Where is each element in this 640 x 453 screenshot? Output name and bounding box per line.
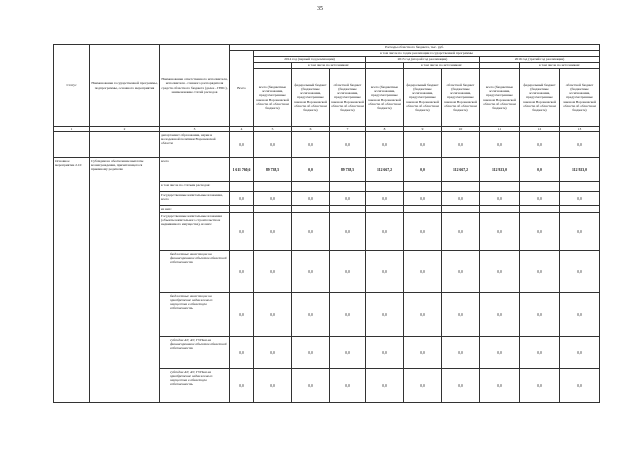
header-including-2016: в том числе по источникам: [520,63,600,69]
header-years-title: в том числе по годам реализации государственной программы [254,51,600,57]
value-cell: 0,0 [480,213,520,251]
name-cell: Субсидии на обеспечение выплаты вознаграждения, причитающегося приемному родителю [90,158,160,403]
value-cell: 0,0 [480,251,520,293]
value-cell: 0,0 [366,369,404,403]
value-cell: 0,0 [442,337,480,369]
header-status: Статус [54,45,90,127]
value-cell: 0,0 [254,369,292,403]
value-cell: 0,0 [520,337,560,369]
value-cell: 0,0 [230,192,254,206]
executor-cell: бюджетные инвестиции на приобретение недвижимого имущества в областную собственность [160,293,230,337]
value-cell: 0,0 [230,337,254,369]
value-cell: 0,0 [404,369,442,403]
column-number: 5 [254,127,292,132]
value-cell: 0,0 [404,251,442,293]
table-row [54,158,600,182]
header-src-federal-2016: федеральный бюджет (бюджетные ассигнования, предусмотренные законом Воронежской области об областном бюджете) [520,69,560,127]
header-src-federal-2014: федеральный бюджет (бюджетные ассигнования, предусмотренные законом Воронежской области об областном бюджете) [292,69,330,127]
value-cell: 0,0 [292,158,330,182]
header-src-total-2016: всего (бюджетные ассигнования, предусмотренные законом Воронежской области об областном бюджете) [480,69,520,127]
executor-cell: Государственные капитальные вложения (объекты капитального строительства и недвижимого имущества), из них: [160,213,230,251]
column-number: 6 [292,127,330,132]
value-cell: 0,0 [254,213,292,251]
value-cell: 0,0 [442,192,480,206]
executor-cell: в том числе по статьям расходов: [160,182,230,192]
value-cell: 0,0 [366,337,404,369]
executor-cell: бюджетные инвестиции на финансирование объектов областной собственности [160,251,230,293]
header-including-2015: в том числе по источникам: [404,63,480,69]
value-cell: 0,0 [366,192,404,206]
value-cell: 0,0 [254,251,292,293]
value-cell: 0,0 [366,293,404,337]
value-cell: 0,0 [404,132,442,158]
value-cell: 0,0 [330,132,366,158]
value-cell: 0,0 [254,192,292,206]
column-number: 4 [230,127,254,132]
value-cell: 0,0 [520,369,560,403]
column-number: 1 [54,127,90,132]
value-cell: 0,0 [404,213,442,251]
budget-table [53,44,600,403]
value-cell: 0,0 [292,192,330,206]
executor-cell: департамент образования, науки и молодежной политики Воронежской области [160,132,230,158]
header-src-regional-2014: областной бюджет (бюджетные ассигнования, предусмотренные законом Воронежской области об областном бюджете) [330,69,366,127]
value-cell: 0,0 [560,132,600,158]
header-expenses-title: Расходы областного бюджета, тыс. руб. [230,45,600,51]
value-cell: 0,0 [366,251,404,293]
value-cell: 0,0 [480,337,520,369]
value-cell: 0,0 [442,293,480,337]
header-executor: Наименование ответственного исполнителя, исполнителя - главного распорядителя средств областного бюджета (далее - ГРБС), наименование статей расходов [160,45,230,127]
value-cell: 0,0 [292,251,330,293]
column-number: 13 [560,127,600,132]
executor-cell: Государственные капитальные вложения, всего [160,192,230,206]
value-cell: 1 611 760,6 [230,158,254,182]
value-cell: 0,0 [330,337,366,369]
page-number: 35 [317,6,323,12]
value-cell: 0,0 [292,293,330,337]
header-year-2014: 2014 год (первый год реализации) [254,57,366,63]
executor-cell: всего [160,158,230,182]
value-cell: 0,0 [404,192,442,206]
header-total: Всего [230,51,254,127]
value-cell: 0,0 [366,132,404,158]
header-src-total-2014: всего (бюджетные ассигнования, предусмотренные законом Воронежской области об областном бюджете) [254,69,292,127]
header-year-2015: 2015 год (второй год реализации) [366,57,480,63]
value-cell: 0,0 [254,293,292,337]
value-cell: 0,0 [230,213,254,251]
value-cell: 112 923,0 [480,158,520,182]
value-cell: 0,0 [230,369,254,403]
value-cell: 0,0 [292,132,330,158]
value-cell: 0,0 [330,369,366,403]
value-cell: 0,0 [404,158,442,182]
header-src-federal-2015: федеральный бюджет (бюджетные ассигнования, предусмотренные законом Воронежской области об областном бюджете) [404,69,442,127]
value-cell: 0,0 [330,213,366,251]
value-cell: 89 738,5 [254,158,292,182]
value-cell: 0,0 [480,369,520,403]
value-cell: 0,0 [560,369,600,403]
executor-cell: субсидии АУ, АУ, ГУПам на финансирование объектов областной собственности [160,337,230,369]
value-cell: 0,0 [404,293,442,337]
value-cell: 0,0 [330,293,366,337]
value-cell: 0,0 [560,192,600,206]
value-cell: 0,0 [330,192,366,206]
value-cell: 0,0 [442,251,480,293]
value-cell: 0,0 [442,213,480,251]
value-cell: 0,0 [330,251,366,293]
value-cell: 112 923,0 [560,158,600,182]
value-cell: 0,0 [520,213,560,251]
value-cell: 0,0 [230,132,254,158]
value-cell: 0,0 [560,337,600,369]
value-cell: 112 667,2 [442,158,480,182]
value-cell: 0,0 [480,293,520,337]
value-cell: 0,0 [520,293,560,337]
value-cell: 0,0 [560,293,600,337]
value-cell: 0,0 [520,132,560,158]
column-number: 10 [442,127,480,132]
column-number: 11 [480,127,520,132]
column-number: 8 [366,127,404,132]
column-number: 12 [520,127,560,132]
column-number: 7 [330,127,366,132]
value-cell: 0,0 [520,251,560,293]
executor-cell: субсидии АУ, АУ, ГУПам на приобретение недвижимого имущества в областную собственность [160,369,230,403]
executor-cell: из них: [160,206,230,213]
column-number: 9 [404,127,442,132]
value-cell: 0,0 [520,192,560,206]
value-cell: 0,0 [560,213,600,251]
value-cell: 0,0 [230,293,254,337]
value-cell: 0,0 [292,337,330,369]
value-cell: 0,0 [404,337,442,369]
value-cell: 0,0 [366,213,404,251]
status-cell [54,132,90,158]
header-program-name: Наименование государственной программы, подпрограммы, основного мероприятия [90,45,160,127]
value-cell: 0,0 [442,369,480,403]
header-src-regional-2016: областной бюджет (бюджетные ассигнования, предусмотренные законом Воронежской области об областном бюджете) [560,69,600,127]
table-row [54,132,600,158]
name-cell [90,132,160,158]
header-year-2016: 2016 год (третий год реализации) [480,57,600,63]
value-cell: 112 667,2 [366,158,404,182]
value-cell: 0,0 [292,369,330,403]
value-cell: 0,0 [230,251,254,293]
value-cell: 0,0 [442,132,480,158]
header-src-total-2015: всего (бюджетные ассигнования, предусмотренные законом Воронежской области об областном бюджете) [366,69,404,127]
value-cell: 0,0 [480,132,520,158]
header-src-regional-2015: областной бюджет (бюджетные ассигнования, предусмотренные законом Воронежской области об областном бюджете) [442,69,480,127]
value-cell: 89 738,5 [330,158,366,182]
column-number: 3 [160,127,230,132]
value-cell: 0,0 [254,132,292,158]
value-cell: 0,0 [292,213,330,251]
value-cell: 0,0 [560,251,600,293]
header-including-2014: в том числе по источникам: [292,63,366,69]
status-cell: Основное мероприятие 2.10 [54,158,90,403]
value-cell: 0,0 [254,337,292,369]
value-cell: 0,0 [520,158,560,182]
value-cell: 0,0 [480,192,520,206]
column-number: 2 [90,127,160,132]
